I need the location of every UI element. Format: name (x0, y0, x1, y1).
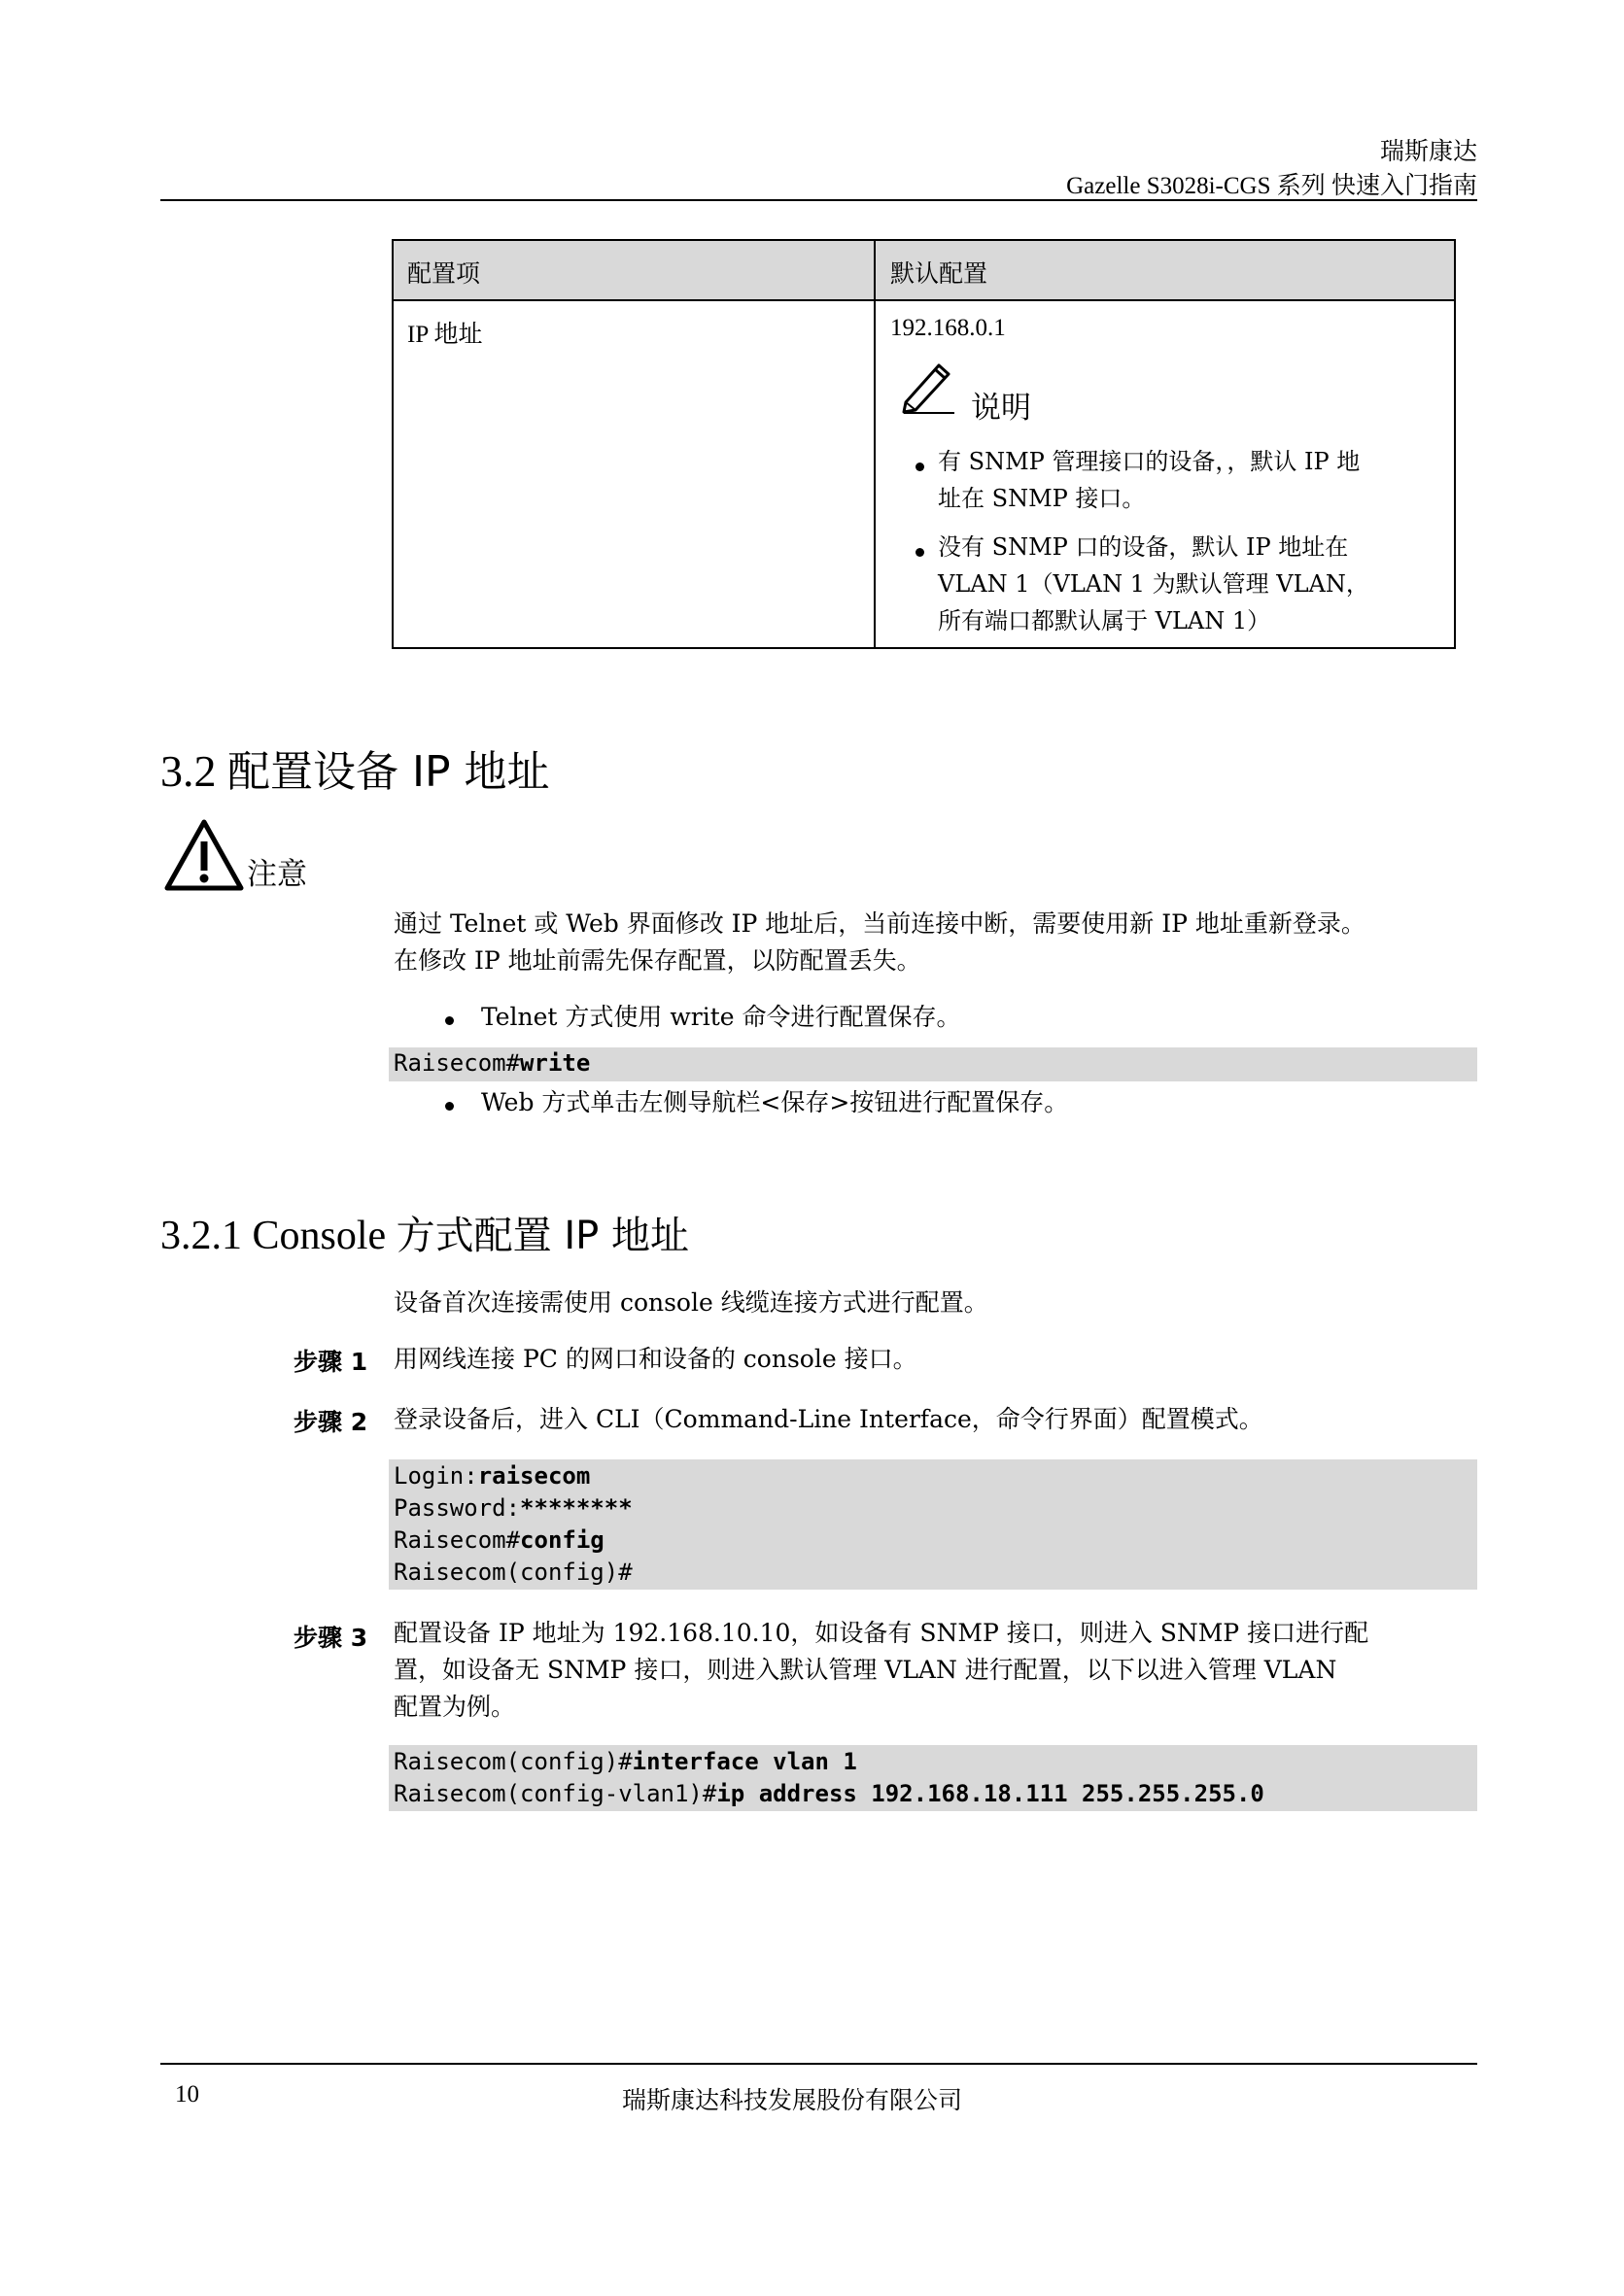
code-block-vlan (389, 1745, 1477, 1811)
section-number: 3.2.1 (160, 1214, 242, 1258)
step-3-text-line1: 配置设备 IP 地址为 192.168.10.10，如设备有 SNMP 接口，则进入 SNMP 接口进行配 (394, 1619, 1369, 1647)
note-bullet (916, 548, 924, 557)
step-3-text-line3: 配置为例。 (394, 1693, 516, 1721)
step-1-label: 步骤 1 (294, 1348, 368, 1376)
caution-text-line1: 通过 Telnet 或 Web 界面修改 IP 地址后，当前连接中断，需要使用新 IP 地址重新登录。 (394, 909, 1365, 938)
header-rule (160, 199, 1477, 201)
header-doc-title: Gazelle S3028i-CGS 系列 快速入门指南 (1066, 173, 1477, 199)
intro-text: 设备首次连接需使用 console 线缆连接方式进行配置。 (394, 1288, 988, 1317)
step-2-text: 登录设备后，进入 CLI（Command-Line Interface，命令行界面）配置模式。 (394, 1405, 1263, 1433)
note-bullet-2-line2: VLAN 1（VLAN 1 为默认管理 VLAN， (938, 570, 1369, 598)
list-bullet (445, 1102, 454, 1111)
footer-rule (160, 2063, 1477, 2065)
section-title: 配置设备 IP 地址 (227, 747, 550, 797)
step-2-label: 步骤 2 (294, 1408, 368, 1436)
note-bullet-1-line2: 址在 SNMP 接口。 (938, 485, 1146, 512)
note-bullet-2-line1: 没有 SNMP 口的设备，默认 IP 地址在 (938, 533, 1349, 561)
bullet-web: Web 方式单击左侧导航栏<保存>按钮进行配置保存。 (481, 1088, 1069, 1116)
note-bullet (916, 463, 924, 471)
table-header-item: 配置项 (407, 259, 481, 288)
section-number: 3.2 (160, 746, 217, 796)
code-line: Raisecom#config (394, 1526, 605, 1554)
step-3-label: 步骤 3 (294, 1624, 368, 1652)
page-number: 10 (175, 2081, 199, 2108)
table-cell-item: IP 地址 (407, 322, 483, 348)
note-bullet-2-line3: 所有端口都默认属于 VLAN 1） (938, 607, 1271, 634)
default-config-table (392, 239, 1456, 649)
list-bullet (445, 1016, 454, 1025)
section-heading-3-2 (160, 737, 549, 799)
code-block-login (389, 1459, 1477, 1590)
table-cell-value: 192.168.0.1 (890, 315, 1006, 341)
caution-label: 注意 (247, 857, 307, 892)
step-3-text-line2: 置，如设备无 SNMP 接口，则进入默认管理 VLAN 进行配置，以下以进入管理 VLAN (394, 1656, 1337, 1684)
section-title-zh: 方式配置 IP 地址 (396, 1214, 690, 1258)
table-header-default: 默认配置 (890, 259, 988, 288)
code-line: Raisecom(config-vlan1)#ip address 192.168.18.111 255.255.255.0 (394, 1780, 1264, 1807)
code-line: Password:******** (394, 1494, 633, 1522)
pencil-note-icon (900, 358, 954, 414)
code-prompt: Raisecom# (394, 1049, 521, 1077)
step-1-text: 用网线连接 PC 的网口和设备的 console 接口。 (394, 1345, 917, 1373)
table-column-divider (874, 241, 876, 647)
section-title-en: Console (252, 1214, 387, 1258)
header-company: 瑞斯康达 (1379, 137, 1477, 165)
note-bullet-1-line1: 有 SNMP 管理接口的设备，，默认 IP 地 (938, 448, 1361, 475)
code-command: write (520, 1049, 591, 1077)
warning-icon (163, 818, 245, 892)
bullet-telnet: Telnet 方式使用 write 命令进行配置保存。 (481, 1003, 961, 1031)
code-line: Raisecom(config)#interface vlan 1 (394, 1748, 857, 1775)
code-line: Raisecom(config)# (394, 1559, 633, 1586)
code-line: Login:raisecom (394, 1462, 591, 1490)
note-title: 说明 (971, 391, 1031, 426)
code-block-write (389, 1047, 1477, 1081)
footer-company: 瑞斯康达科技发展股份有限公司 (622, 2086, 963, 2114)
section-heading-3-2-1 (160, 1205, 689, 1260)
caution-text-line2: 在修改 IP 地址前需先保存配置，以防配置丢失。 (394, 946, 921, 975)
